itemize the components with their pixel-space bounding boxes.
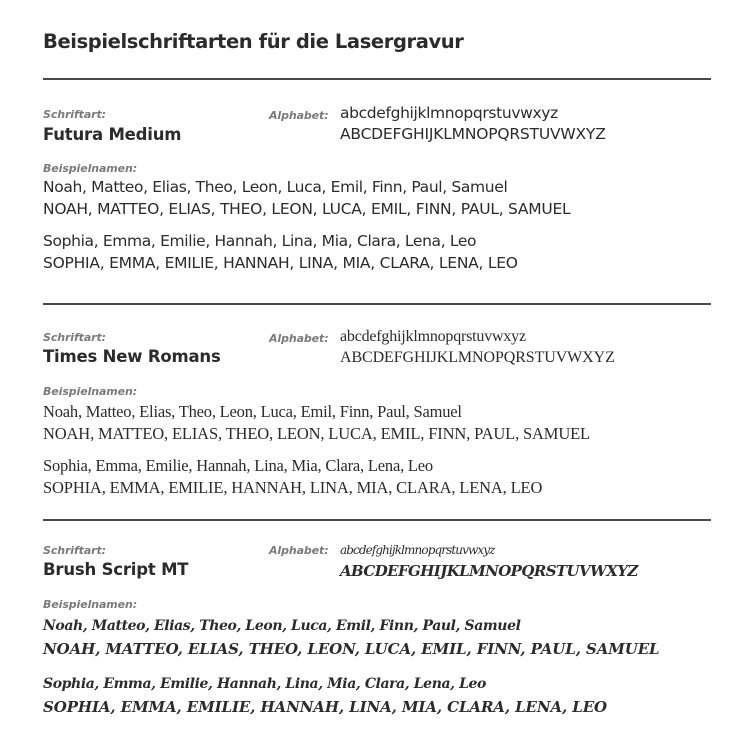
alphabet-uppercase: ABCDEFGHIJKLMNOPQRSTUVWXYZ	[340, 562, 638, 580]
sample-names-girls-upper: SOPHIA, EMMA, EMILIE, HANNAH, LINA, MIA, CLARA, LENA, LEO	[43, 254, 518, 272]
sample-names-label: Beispielnamen:	[43, 162, 138, 175]
sample-names-boys-upper: NOAH, MATTEO, ELIAS, THEO, LEON, LUCA, EMIL, FINN, PAUL, SAMUEL	[43, 640, 660, 658]
sample-names-boys: Noah, Matteo, Elias, Theo, Leon, Luca, Emil, Finn, Paul, Samuel	[43, 402, 462, 421]
alphabet-label: Alphabet:	[269, 332, 329, 345]
alphabet-lowercase: abcdefghijklmnopqrstuvwxyz	[340, 543, 495, 557]
sample-names-girls: Sophia, Emma, Emilie, Hannah, Lina, Mia, Clara, Lena, Leo	[43, 232, 477, 250]
sample-names-girls: Sophia, Emma, Emilie, Hannah, Lina, Mia, Clara, Lena, Leo	[43, 456, 433, 475]
sample-names-girls-upper: SOPHIA, EMMA, EMILIE, HANNAH, LINA, MIA, CLARA, LENA, LEO	[43, 478, 543, 497]
font-label: Schriftart:	[43, 544, 106, 557]
alphabet-uppercase: ABCDEFGHIJKLMNOPQRSTUVWXYZ	[340, 125, 606, 143]
divider-top	[43, 78, 711, 80]
sample-names-girls: Sophia, Emma, Emilie, Hannah, Lina, Mia, Clara, Lena, Leo	[43, 676, 486, 692]
font-name: Times New Romans	[43, 347, 221, 366]
sample-names-boys-upper: NOAH, MATTEO, ELIAS, THEO, LEON, LUCA, EMIL, FINN, PAUL, SAMUEL	[43, 424, 590, 443]
font-name: Futura Medium	[43, 125, 182, 144]
font-name: Brush Script MT	[43, 560, 189, 579]
divider-1	[43, 303, 711, 305]
page-title: Beispielschriftarten für die Lasergravur	[43, 30, 464, 53]
sample-names-label: Beispielnamen:	[43, 385, 138, 398]
font-label: Schriftart:	[43, 331, 106, 344]
alphabet-lowercase: abcdefghijklmnopqrstuvwxyz	[340, 328, 526, 345]
sample-names-boys: Noah, Matteo, Elias, Theo, Leon, Luca, Emil, Finn, Paul, Samuel	[43, 618, 521, 634]
alphabet-label: Alphabet:	[269, 109, 329, 122]
alphabet-label: Alphabet:	[269, 544, 329, 557]
alphabet-lowercase: abcdefghijklmnopqrstuvwxyz	[340, 104, 558, 122]
sample-names-boys-upper: NOAH, MATTEO, ELIAS, THEO, LEON, LUCA, EMIL, FINN, PAUL, SAMUEL	[43, 200, 571, 218]
sample-names-boys: Noah, Matteo, Elias, Theo, Leon, Luca, Emil, Finn, Paul, Samuel	[43, 178, 508, 196]
sample-names-label: Beispielnamen:	[43, 598, 138, 611]
divider-2	[43, 519, 711, 521]
font-label: Schriftart:	[43, 108, 106, 121]
alphabet-uppercase: ABCDEFGHIJKLMNOPQRSTUVWXYZ	[340, 349, 615, 366]
sample-names-girls-upper: SOPHIA, EMMA, EMILIE, HANNAH, LINA, MIA, CLARA, LENA, LEO	[43, 698, 608, 716]
